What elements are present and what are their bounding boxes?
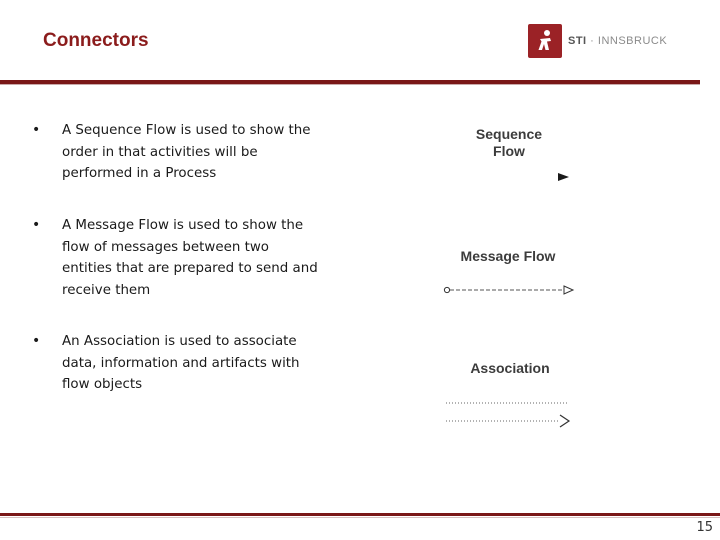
bullet-dot: • [32,217,41,233]
sequence-flow-arrow-icon [552,170,572,184]
logo-city: INNSBRUCK [597,35,668,47]
sti-logo-icon [528,24,562,58]
page-number: 15 [696,520,713,535]
footer-divider-thin [0,517,720,518]
message-flow-label: Message Flow [460,248,556,264]
footer-divider [0,513,720,516]
logo-text [568,35,667,47]
sequence-flow-label-line1: Sequence [475,126,543,142]
sti-logo [528,24,667,58]
bullet-text: A Message Flow is used to show the flow of messages between two entities that are prepared to send and receive them [62,218,318,298]
bullet-text: An Association is used to associate data, information and artifacts with flow objects [62,334,300,392]
association-label: Association [470,360,550,376]
page-title: Connectors [43,30,149,51]
association-connector-icon [440,396,580,432]
bullet-item [30,120,320,185]
logo-separator: · [586,35,598,47]
bullet-item [30,215,320,301]
sequence-flow-label [465,126,553,160]
message-flow-connector-icon [440,282,580,298]
bullet-dot: • [32,333,41,349]
bullet-item [30,331,320,396]
bullet-text: A Sequence Flow is used to show the order in that activities will be performed in a Process [62,123,311,181]
logo-brand: STI [568,35,587,47]
bullet-dot: • [32,122,41,138]
sequence-flow-label-line2: Flow [493,143,525,159]
header-divider [0,80,700,85]
